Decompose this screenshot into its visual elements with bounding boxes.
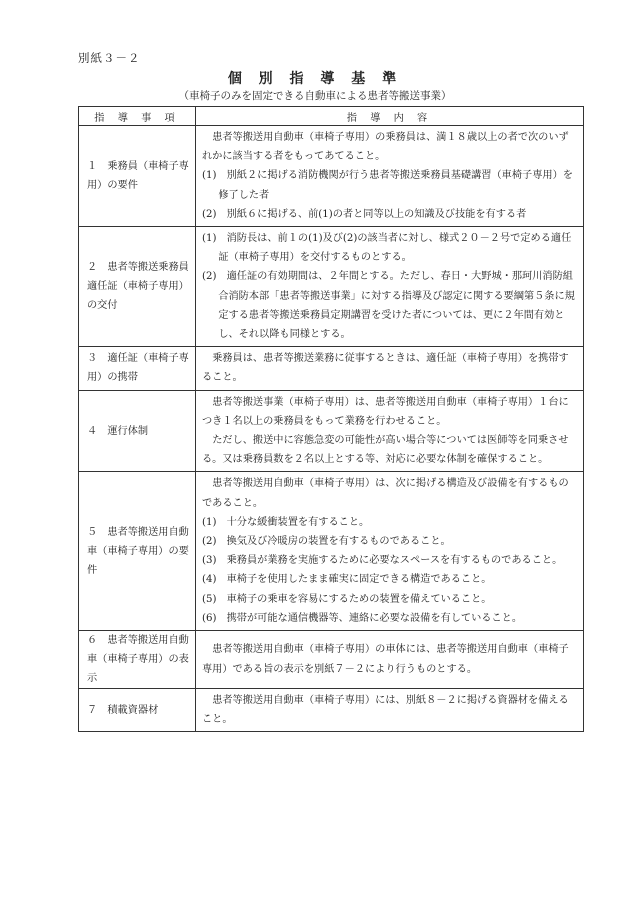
row-content bbox=[196, 472, 584, 631]
table-row bbox=[79, 390, 584, 472]
paragraph: 患者等搬送用自動車（車椅子専用）の車体には、患者等搬送用自動車（車椅子専用）である旨の表示を別紙７－２により行うものとする。 bbox=[202, 644, 569, 675]
row-item-label: ３ 適任証（車椅子専用）の携帯 bbox=[79, 347, 196, 390]
row-item-label: ２ 患者等搬送乗務員適任証（車椅子専用）の交付 bbox=[79, 227, 196, 347]
paragraph: 患者等搬送用自動車（車椅子専用）は、次に掲げる構造及び設備を有するものであること。 bbox=[202, 478, 569, 509]
paragraph: 患者等搬送事業（車椅子専用）は、患者等搬送用自動車（車椅子専用）１台につき１名以上の乗務員をもって業務を行わせること。 bbox=[202, 396, 569, 427]
row-item-label: ７ 積載資器材 bbox=[79, 689, 196, 732]
paragraph: 患者等搬送用自動車（車椅子専用）の乗務員は、満１８歳以上の者で次のいずれかに該当する者をもってあてること。 bbox=[202, 132, 569, 163]
row-content bbox=[196, 689, 584, 732]
paragraph: 乗務員は、患者等搬送業務に従事するときは、適任証（車椅子専用）を携帯すること。 bbox=[202, 353, 569, 384]
paragraph: 患者等搬送用自動車（車椅子専用）には、別紙８－２に掲げる資器材を備えること。 bbox=[202, 695, 569, 726]
numbered-clause: (2) 適任証の有効期間は、２年間とする。ただし、春日・大野城・那珂川消防組合消防本部「患者等搬送事業」に対する指導及び認定に関する要綱第５条に規定する患者等搬送乗務員定期講習を受けた者については、更に２年間有効とし、それ以降も同様とする。 bbox=[202, 271, 575, 341]
numbered-clause: (1) 十分な緩衝装置を有すること。 bbox=[202, 516, 370, 528]
table-body bbox=[79, 126, 584, 732]
header-item: 指 導 事 項 bbox=[79, 107, 196, 126]
numbered-clause: (5) 車椅子の乗車を容易にするための装置を備えていること。 bbox=[202, 593, 492, 605]
table-header-row bbox=[79, 107, 584, 126]
table-row bbox=[79, 689, 584, 732]
numbered-clause: (1) 消防長は、前１の(1)及び(2)の該当者に対し、様式２０－２号で定める適任証（車椅子専用）を交付するものとする。 bbox=[202, 233, 572, 264]
numbered-clause: (1) 別紙２に掲げる消防機関が行う患者等搬送乗務員基礎講習（車椅子専用）を修了した者 bbox=[202, 170, 573, 201]
row-content bbox=[196, 227, 584, 347]
header-content: 指 導 内 容 bbox=[196, 107, 584, 126]
numbered-clause: (6) 携帯が可能な通信機器等、連絡に必要な設備を有していること。 bbox=[202, 612, 523, 624]
annex-label: 別紙３－２ bbox=[78, 51, 141, 65]
row-content bbox=[196, 347, 584, 390]
row-item-label: ５ 患者等搬送用自動車（車椅子専用）の要件 bbox=[79, 472, 196, 631]
paragraph: ただし、搬送中に容態急変の可能性が高い場合等については医師等を同乗させる。又は乗務員数を２名以上とする等、対応に必要な体制を確保すること。 bbox=[202, 435, 569, 466]
document-title: 個 別 指 導 基 準 bbox=[227, 71, 403, 87]
table-row bbox=[79, 347, 584, 390]
guidance-table bbox=[78, 106, 584, 732]
numbered-clause: (4) 車椅子を使用したまま確実に固定できる構造であること。 bbox=[202, 574, 492, 586]
row-item-label: １ 乗務員（車椅子専用）の要件 bbox=[79, 126, 196, 227]
table-row bbox=[79, 227, 584, 347]
document-subtitle: （車椅子のみを固定できる自動車による患者等搬送事業） bbox=[178, 90, 452, 102]
numbered-clause: (2) 別紙６に掲げる、前(1)の者と同等以上の知識及び技能を有する者 bbox=[202, 208, 527, 220]
row-content bbox=[196, 390, 584, 472]
table-row bbox=[79, 631, 584, 689]
numbered-clause: (3) 乗務員が業務を実施するために必要なスペースを有するものであること。 bbox=[202, 555, 563, 567]
row-item-label: ４ 運行体制 bbox=[79, 390, 196, 472]
row-item-label: ６ 患者等搬送用自動車（車椅子専用）の表示 bbox=[79, 631, 196, 689]
row-content bbox=[196, 631, 584, 689]
table-row bbox=[79, 126, 584, 227]
table-row bbox=[79, 472, 584, 631]
numbered-clause: (2) 換気及び冷暖房の装置を有するものであること。 bbox=[202, 536, 451, 548]
row-content bbox=[196, 126, 584, 227]
